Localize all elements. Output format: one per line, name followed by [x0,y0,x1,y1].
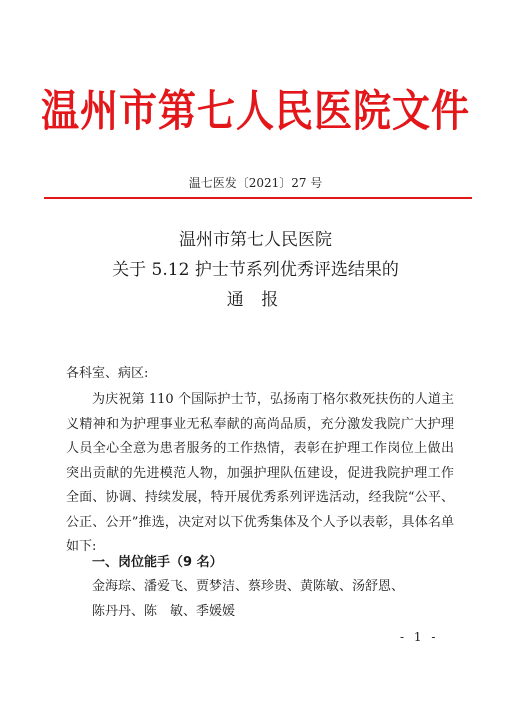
awardee-names-line-1: 金海琮、潘爱飞、贾梦洁、蔡珍贵、黄陈敏、汤舒恩、 [92,579,405,594]
notice-title-line-1: 温州市第七人民医院 [179,230,332,250]
notice-title-line-2: 关于 5.12 护士节系列优秀评选结果的 [112,260,399,280]
header-red-divider [44,197,472,199]
page-number: - 1 - [400,630,439,644]
body-paragraph: 为庆祝第 110 个国际护士节，弘扬南丁格尔救死扶伤的人道主义精神和为护理事业无私奉献的高尚品质，充分激发我院广大护理人员全心全意为患者服务的工作热情，表彰在护理工作岗位上做出突出贡献的先进模范人物，加强护理队伍建设，促进我院护理工作全面、协调、持续发展，特开展优秀系列评选活动，经我院“公平、公正、公开”推选，决定对以下优秀集体及个人予以表彰，具体名单如下: [66,392,454,554]
document-header-title: 温州市第七人民医院文件 [40,85,470,137]
notice-title-line-3: 通 报 [226,290,285,310]
awardee-names-line-2: 陈丹丹、陈 敏、季媛媛 [92,604,236,619]
salutation: 各科室、病区: [66,366,149,381]
section-heading-job-experts: 一、岗位能手（9 名） [92,555,223,570]
document-number: 温七医发〔2021〕27 号 [188,176,323,190]
